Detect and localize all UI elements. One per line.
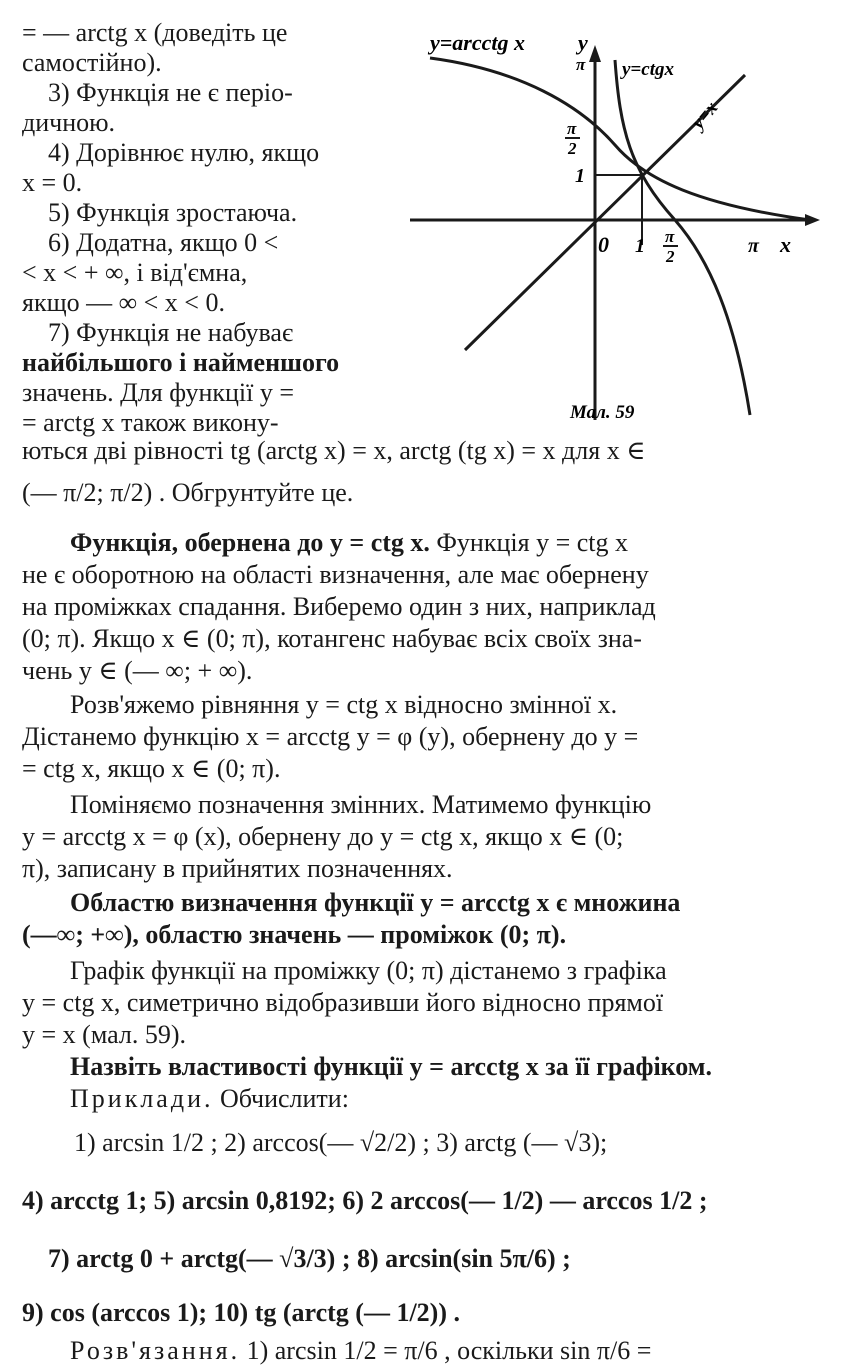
text-line: дичною. — [22, 108, 116, 137]
axis-label-x: x — [780, 232, 791, 257]
tick-pi-y: π — [576, 55, 586, 74]
text-line: (—∞; +∞), областю значень — проміжок (0; π). — [22, 920, 567, 949]
text-line: π), записану в прийнятих позначеннях. — [22, 854, 453, 883]
text-line: Графік функції на проміжку (0; π) дістанемо з графіка — [70, 956, 667, 985]
text-line: = — arctg x (доведіть це — [22, 18, 288, 47]
text-line: 5) Функція зростаюча. — [48, 198, 298, 227]
text-line: 4) Дорівнює нулю, якщо — [48, 138, 320, 167]
text-line: самостійно). — [22, 48, 162, 77]
figure-59 — [410, 20, 840, 425]
axis-label-y: y — [578, 30, 588, 55]
text-line: = ctg x, якщо x ∈ (0; π). — [22, 754, 281, 783]
text-line: (0; π). Якщо x ∈ (0; π), котангенс набуває всіх своїх зна- — [22, 624, 642, 653]
label-y-equals-x: y=x — [687, 97, 723, 134]
text-line: y = arcctg x = φ (x), обернену до y = ctg x, якщо x ∈ (0; — [22, 822, 624, 851]
text-line: ються дві рівності tg (arctg x) = x, arctg (tg x) = x для x ∈ — [22, 436, 646, 465]
text-line: 6) Додатна, якщо 0 < — [48, 228, 279, 257]
text-line: = arctg x також викону- — [22, 408, 279, 437]
text-fragment: Функція y = ctg x — [429, 528, 629, 557]
text-line: Розв'яжемо рівняння y = ctg x відносно змінної x. — [70, 690, 618, 719]
text-line: y = ctg x, симетрично відобразивши його відносно прямої — [22, 988, 664, 1017]
text-fragment: Обчислити: — [213, 1084, 349, 1113]
tick-pi-half-x-num: π — [665, 227, 675, 246]
label-ctg: y=ctgx — [622, 59, 674, 80]
tick-pi-x: π — [748, 235, 759, 257]
tick-one-y: 1 — [575, 165, 585, 187]
text-line: Назвіть властивості функції y = arcctg x за її графіком. — [70, 1052, 713, 1081]
graph-arcctg — [410, 20, 840, 425]
text-line — [22, 528, 842, 558]
text-line: найбільшого і найменшого — [22, 348, 340, 377]
origin-label: 0 — [598, 232, 609, 257]
text-fragment: 1) arcsin 1/2 = π/6 , оскільки sin π/6 = — [240, 1336, 652, 1365]
text-line: x = 0. — [22, 168, 83, 197]
text-line: Областю визначення функції y = arcctg x є множина — [70, 888, 681, 917]
left-column-text — [22, 18, 402, 438]
example-line: 4) arcctg 1; 5) arcsin 0,8192; 6) 2 arccos(— 1/2) — arccos 1/2 ; — [22, 1186, 708, 1215]
example-line: 7) arctg 0 + arctg(— √3/3) ; 8) arcsin(sin 5π/6) ; — [48, 1244, 571, 1273]
figure-caption: Мал. 59 — [570, 402, 635, 423]
section-heading: Функція, обернена до y = ctg x. — [70, 528, 430, 557]
text-line: чень y ∈ (— ∞; + ∞). — [22, 656, 253, 685]
text-line: 7) Функція не набуває — [48, 318, 294, 347]
tick-pi-half-y-num: π — [567, 119, 577, 138]
text-line: < x < + ∞, і від'ємна, — [22, 258, 248, 287]
examples-heading: Приклади. — [70, 1084, 214, 1113]
solution-heading: Розв'язання. — [70, 1336, 241, 1365]
text-line: Дістанемо функцію x = arcctg y = φ (y), обернену до y = — [22, 722, 639, 751]
text-line: Поміняємо позначення змінних. Матимемо функцію — [70, 790, 652, 819]
text-line — [22, 1084, 842, 1114]
tick-pi-half-y-den: 2 — [568, 139, 577, 158]
tick-one-x: 1 — [635, 235, 645, 257]
text-line: y = x (мал. 59). — [22, 1020, 186, 1049]
y-axis-arrow — [589, 45, 601, 62]
example-line: 1) arcsin 1/2 ; 2) arccos(— √2/2) ; 3) arctg (— √3); — [74, 1128, 608, 1157]
example-line: 9) cos (arccos 1); 10) tg (arctg (— 1/2)) . — [22, 1298, 461, 1327]
text-line: якщо — ∞ < x < 0. — [22, 288, 225, 317]
text-line: значень. Для функції y = — [22, 378, 295, 407]
text-line: (— π/2; π/2) . Обгрунтуйте це. — [22, 478, 354, 507]
label-arcctg: y=arcctg x — [430, 30, 526, 55]
solution-line — [22, 1336, 842, 1366]
tick-pi-half-x-den: 2 — [666, 247, 675, 266]
text-line: 3) Функція не є періо- — [48, 78, 293, 107]
text-line: на проміжках спадання. Виберемо один з них, наприклад — [22, 592, 656, 621]
text-line: не є оборотною на області визначення, але має обернену — [22, 560, 649, 589]
